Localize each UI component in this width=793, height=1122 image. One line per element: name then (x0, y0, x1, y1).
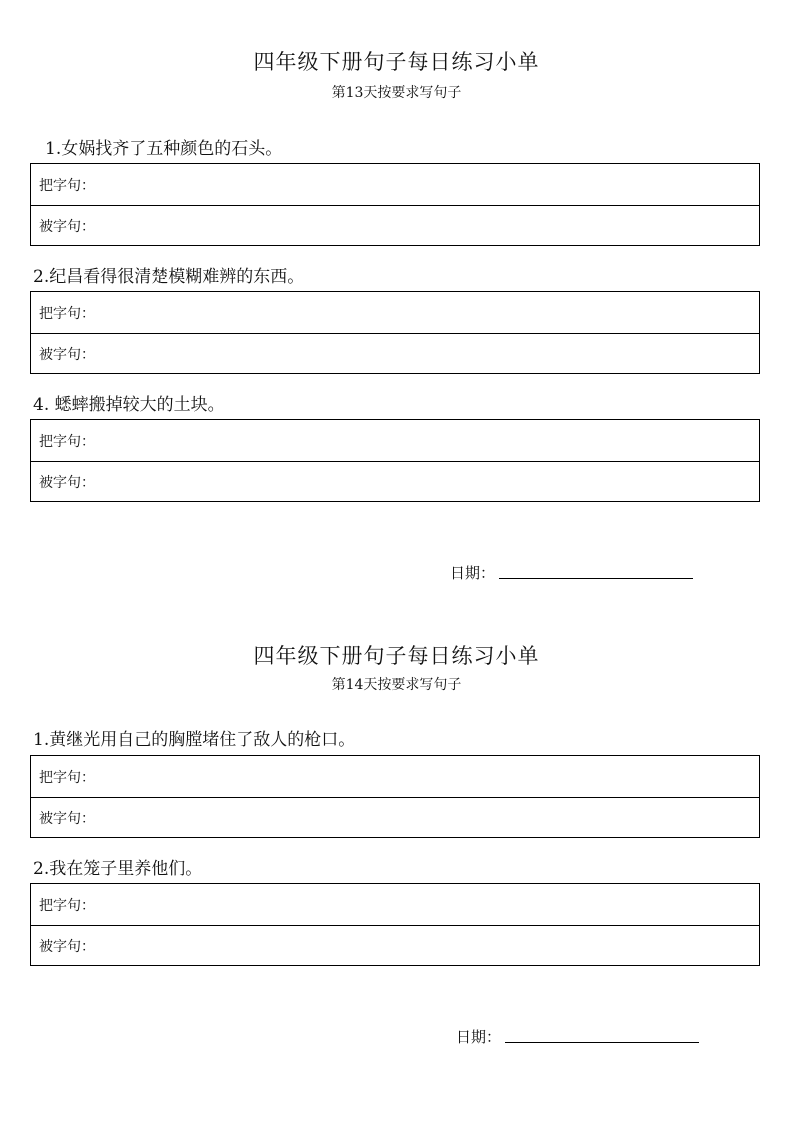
answer-label: 把字句： (39, 305, 95, 322)
worksheet-subtitle: 第14天按要求写句子 (331, 677, 462, 693)
answer-box-1 (30, 755, 760, 838)
answer-label: 把字句： (39, 433, 95, 450)
answer-field-bei[interactable] (31, 333, 759, 373)
answer-field-ba[interactable] (31, 164, 759, 205)
answer-box-2 (30, 291, 760, 374)
answer-label: 把字句： (39, 769, 95, 786)
question-3-text: 4. 蟋蟀搬掉较大的土块。 (33, 395, 225, 415)
answer-label: 被字句： (39, 474, 95, 491)
answer-field-ba[interactable] (31, 756, 759, 797)
question-1-text: 1.女娲找齐了五种颜色的石头。 (45, 139, 283, 159)
answer-label: 把字句： (39, 897, 95, 914)
answer-field-bei[interactable] (31, 205, 759, 245)
date-input-line[interactable] (499, 578, 693, 579)
date-label: 日期： (450, 564, 496, 582)
worksheet-title: 四年级下册句子每日练习小单 (253, 644, 540, 668)
answer-label: 被字句： (39, 218, 95, 235)
date-label: 日期： (456, 1028, 502, 1046)
answer-field-bei[interactable] (31, 461, 759, 501)
answer-field-ba[interactable] (31, 884, 759, 925)
date-input-line[interactable] (505, 1042, 699, 1043)
answer-field-ba[interactable] (31, 292, 759, 333)
answer-box-3 (30, 419, 760, 502)
answer-box-2 (30, 883, 760, 966)
worksheet-subtitle: 第13天按要求写句子 (331, 85, 462, 101)
answer-label: 被字句： (39, 938, 95, 955)
question-2-text: 2.纪昌看得很清楚模糊难辨的东西。 (33, 267, 305, 287)
answer-label: 把字句： (39, 177, 95, 194)
answer-field-bei[interactable] (31, 797, 759, 837)
answer-field-ba[interactable] (31, 420, 759, 461)
answer-label: 被字句： (39, 810, 95, 827)
worksheet-title: 四年级下册句子每日练习小单 (253, 50, 540, 74)
answer-field-bei[interactable] (31, 925, 759, 965)
answer-label: 被字句： (39, 346, 95, 363)
answer-box-1 (30, 163, 760, 246)
question-1-text: 1.黄继光用自己的胸膛堵住了敌人的枪口。 (33, 730, 356, 750)
question-2-text: 2.我在笼子里养他们。 (33, 859, 203, 879)
